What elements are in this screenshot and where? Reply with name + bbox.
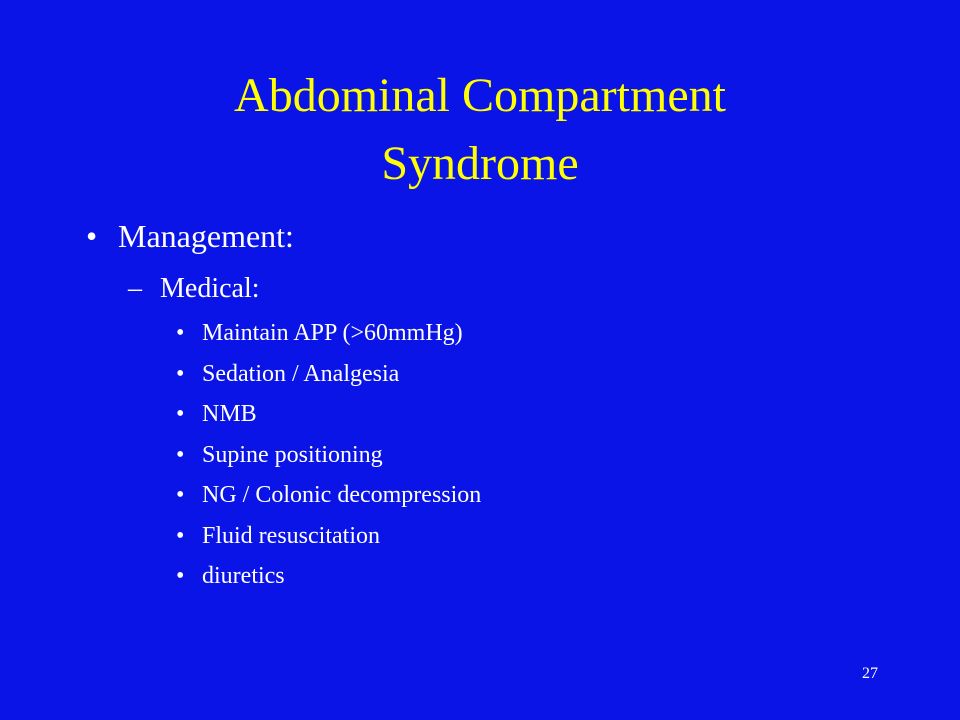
bullet-marker: • bbox=[176, 563, 185, 589]
list-item-text: Sedation / Analgesia bbox=[202, 360, 400, 387]
medical-subheading: Medical: bbox=[160, 273, 260, 304]
bullet-marker: • bbox=[176, 482, 185, 508]
bullet-marker: • bbox=[86, 218, 98, 254]
slide-title bbox=[0, 62, 960, 198]
bullet-marker: • bbox=[176, 320, 185, 346]
list-item-text: diuretics bbox=[202, 563, 285, 589]
slide-title-line-2: Syndrome bbox=[381, 137, 579, 190]
bullet-marker: • bbox=[176, 441, 185, 468]
list-item-text: Fluid resuscitation bbox=[202, 522, 380, 549]
dash-marker: – bbox=[128, 273, 142, 304]
list-item-text: NG / Colonic decompression bbox=[202, 482, 482, 508]
slide-title-line-1: Abdominal Compartment bbox=[234, 69, 726, 122]
bullet-marker: • bbox=[176, 522, 185, 549]
list-item-text: Supine positioning bbox=[202, 441, 383, 468]
list-item-text: Maintain APP (>60mmHg) bbox=[202, 320, 463, 346]
list-item-text: NMB bbox=[202, 401, 257, 427]
management-heading: Management: bbox=[118, 218, 294, 254]
slide-number: 27 bbox=[862, 665, 878, 682]
bullet-marker: • bbox=[176, 401, 185, 427]
bullet-marker: • bbox=[176, 360, 185, 387]
